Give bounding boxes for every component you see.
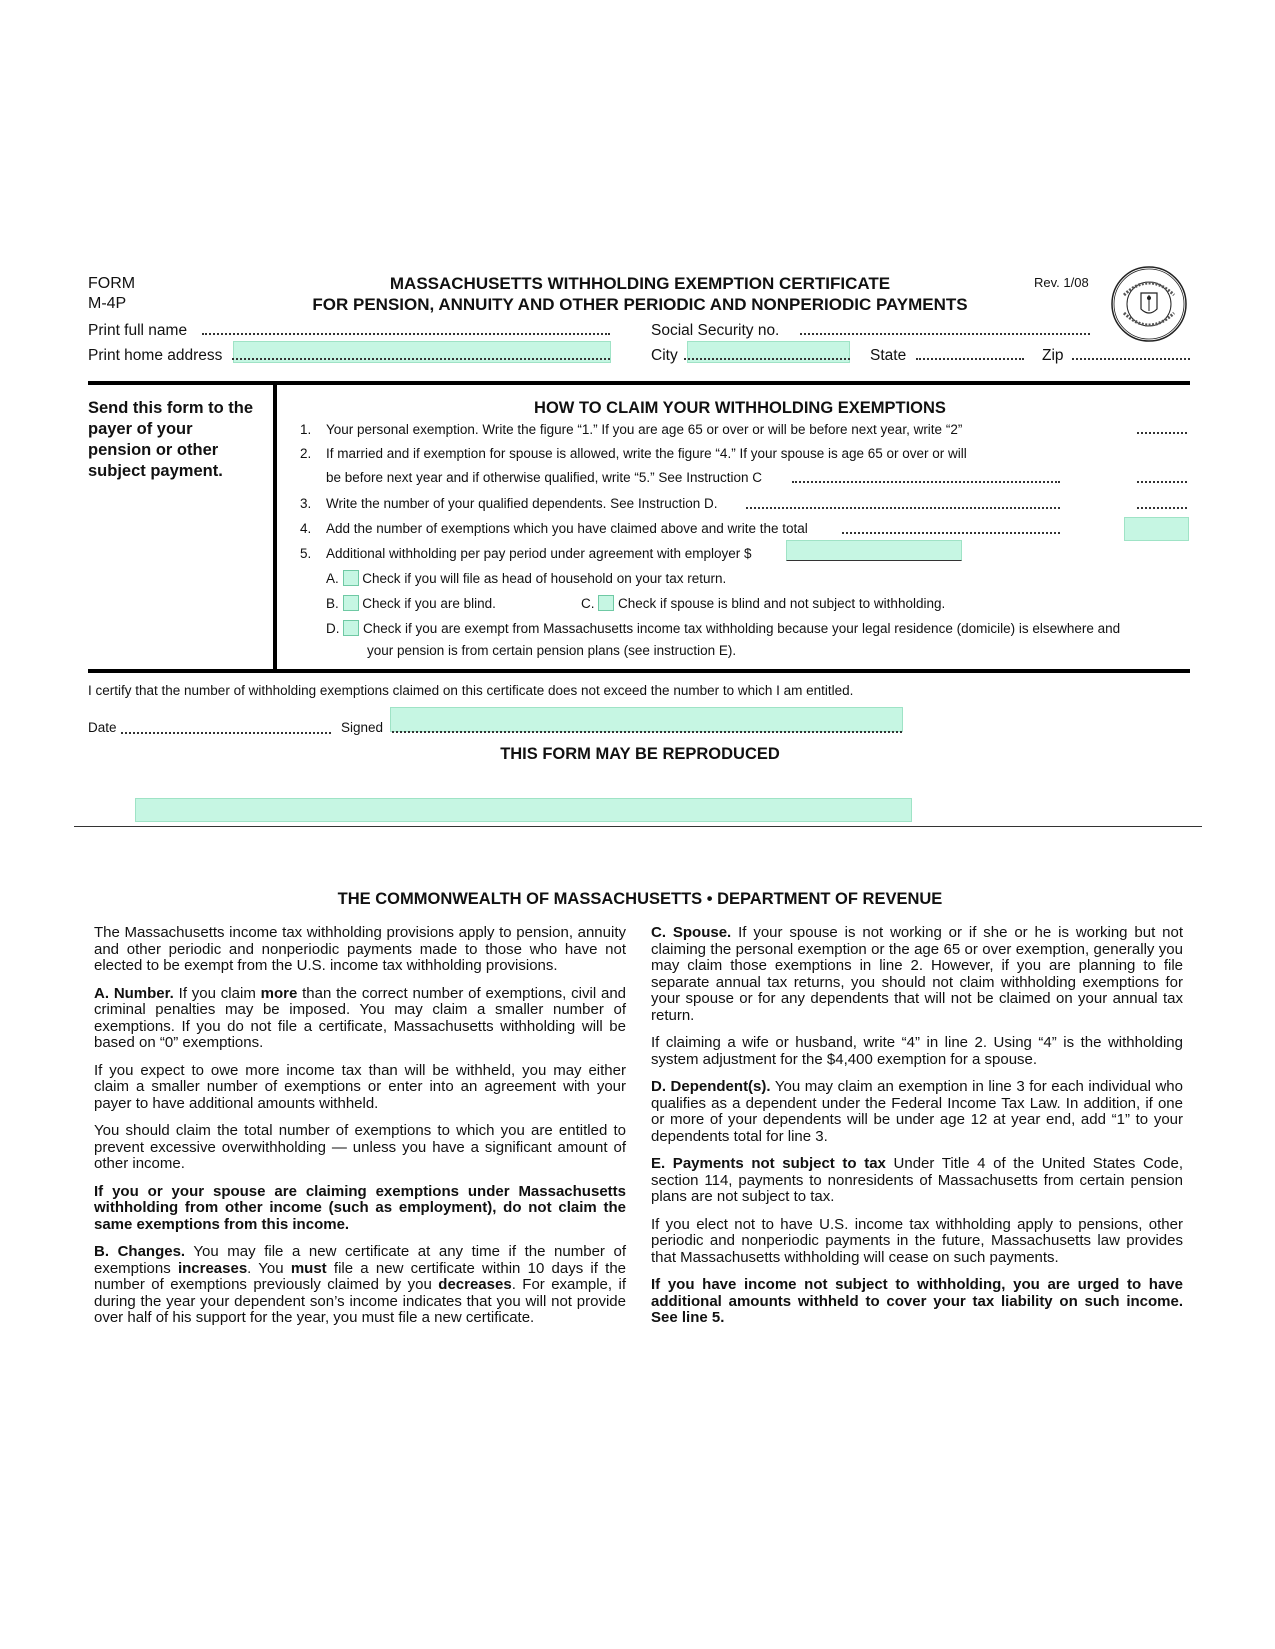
form-id	[88, 274, 135, 314]
line-2	[300, 445, 967, 463]
check-c-letter: C.	[581, 596, 595, 611]
changes-text-2: . You	[247, 1259, 291, 1277]
certify-statement: I certify that the number of withholding exemptions claimed on this certificate does not exceed the number to which I am entitled.	[88, 683, 854, 698]
elect-paragraph: If you elect not to have U.S. income tax withholding apply to pensions, other periodic and nonperiodic payments in the future, Massachusetts law provides that Massachusetts withholding will cease on such payments.	[651, 1215, 1183, 1266]
claim-heading: HOW TO CLAIM YOUR WITHHOLDING EXEMPTIONS	[534, 399, 946, 417]
line-5	[300, 545, 752, 563]
address-label: Print home address	[88, 347, 223, 364]
instructions-left-column	[94, 925, 626, 1338]
line-2-entry[interactable]	[1137, 481, 1187, 483]
line-4-total-field[interactable]	[1124, 517, 1189, 541]
line-4-text: Add the number of exemptions which you have claimed above and write the total	[326, 521, 808, 536]
wife-husband-paragraph: If claiming a wife or husband, write “4” in line 2. Using “4” is the withholding system adjustment for the $4,400 exemption for a spouse.	[651, 1034, 1183, 1068]
line-5-number: 5.	[300, 546, 312, 561]
signed-label: Signed	[341, 720, 384, 735]
reproduce-note: THIS FORM MAY BE REPRODUCED	[500, 745, 780, 763]
massachusetts-dor-seal-icon	[1110, 265, 1188, 343]
form-label: FORM	[88, 275, 136, 292]
spouse-paragraph	[651, 925, 1183, 1024]
check-c-text: Check if spouse is blind and not subject to withholding.	[618, 596, 946, 611]
check-b-letter: B.	[326, 596, 339, 611]
exempt-checkbox[interactable]	[343, 620, 359, 636]
date-label: Date	[88, 720, 117, 735]
blank-fill-area[interactable]	[135, 798, 912, 822]
line-1-number: 1.	[300, 422, 312, 437]
signature-dots	[392, 731, 902, 733]
revision-date: Rev. 1/08	[1034, 275, 1089, 290]
line-2-number: 2.	[300, 446, 312, 461]
intro-paragraph: The Massachusetts income tax withholding provisions apply to pension, annuity and other periodic and nonperiodic payments made to those who have not elected to be exempt from the U.S. income tax withholding provisions.	[94, 924, 626, 974]
check-c-row	[581, 595, 945, 613]
cut-line	[74, 826, 1202, 827]
instructions-right-column	[651, 925, 1183, 1338]
check-a-letter: A.	[326, 571, 339, 586]
payments-paragraph	[651, 1156, 1183, 1206]
check-d-row	[326, 620, 1120, 638]
line-3-dots	[746, 507, 1060, 509]
changes-text-4: . For example, if during the year your dependent son’s income indicates that you will not provide over half of his support for the year, you must file a new certificate.	[94, 1276, 626, 1326]
line-1-entry[interactable]	[1137, 432, 1187, 434]
spouse-text: If your spouse is not working or if she or he is working but not claiming the personal exemption or the age 65 or over exemption, generally you may claim those exemptions in line 2. However, if you are planning to file separate annual tax returns, you should not claim withholding exemptions for your spouse or for any dependents that will not be claimed on your annual tax return.	[651, 924, 1183, 1024]
ssn-label: Social Security no.	[651, 322, 780, 339]
number-title: A. Number.	[94, 984, 174, 1002]
payments-title: E. Payments not subject to tax	[651, 1155, 886, 1172]
check-d-text-2: your pension is from certain pension plans (see instruction E).	[367, 643, 737, 658]
dependents-title: D. Dependent(s).	[651, 1078, 771, 1095]
state-field[interactable]	[916, 358, 1024, 360]
top-rule	[88, 381, 1190, 385]
date-field[interactable]	[121, 732, 331, 734]
zip-label: Zip	[1042, 347, 1064, 364]
city-label: City	[651, 347, 678, 364]
check-a-row	[326, 570, 726, 588]
check-d-letter: D.	[326, 621, 340, 636]
changes-title: B. Changes.	[94, 1243, 186, 1260]
head-of-household-checkbox[interactable]	[343, 570, 359, 586]
number-text-2: than the correct number of exemptions, civil and criminal penalties may be imposed. You may claim a smaller number of exemptions. If you do not file a certificate, Massachusetts withholding will be based on “0” exemptions.	[94, 984, 627, 1051]
city-dots	[684, 358, 850, 360]
payments-text: Under Title 4 of the United States Code, section 114, payments to nonresidents of Massachusetts from certain pension plans are not subject to tax.	[651, 1155, 1183, 1205]
zip-field[interactable]	[1072, 358, 1190, 360]
total-paragraph: You should claim the total number of exemptions to which you are entitled to prevent excessive overwithholding — unless you have a significant amount of other income.	[94, 1122, 626, 1172]
line-3	[300, 495, 717, 513]
changes-text-3: file a new certificate within 10 days if the number of exemptions previously claimed by you	[94, 1259, 627, 1293]
urge-paragraph: If you have income not subject to withholding, you are urged to have additional amounts withheld to cover your tax liability on such income. See line 5.	[651, 1276, 1183, 1326]
spouse-title: C. Spouse.	[651, 924, 732, 941]
line-4	[300, 520, 808, 538]
number-text-1: If you claim	[173, 984, 261, 1002]
dependents-paragraph	[651, 1079, 1183, 1145]
signature-field[interactable]	[390, 707, 903, 732]
full-name-field[interactable]	[202, 333, 610, 335]
spouse-warning-paragraph: If you or your spouse are claiming exemptions under Massachusetts withholding from other income (such as employment), do not claim the same exemptions from this income.	[94, 1182, 626, 1233]
check-b-row	[326, 595, 496, 613]
line-2-dots	[792, 481, 1060, 483]
send-instruction: Send this form to the payer of your pension or other subject payment.	[88, 399, 253, 480]
form-title-line1: MASSACHUSETTS WITHHOLDING EXEMPTION CERTIFICATE	[389, 274, 891, 293]
dependents-text: You may claim an exemption in line 3 for each individual who qualifies as a dependent under the Federal Income Tax Law. In addition, if one or more of your dependents will be under age 12 at year end, add “1” to your dependents total for line 3.	[651, 1078, 1183, 1145]
line-1	[300, 421, 962, 439]
changes-paragraph	[94, 1244, 626, 1327]
line-1-text: Your personal exemption. Write the figure “1.” If you are age 65 or over or will be before next year, write “2”	[326, 422, 963, 437]
spouse-blind-checkbox[interactable]	[598, 595, 614, 611]
line-4-number: 4.	[300, 521, 312, 536]
check-b-text: Check if you are blind.	[362, 596, 496, 611]
changes-decreases: decreases	[438, 1276, 512, 1293]
line-2-text-a: If married and if exemption for spouse is allowed, write the figure “4.” If your spouse is age 65 or over or will	[326, 446, 967, 461]
check-a-text: Check if you will file as head of household on your tax return.	[362, 571, 727, 586]
changes-increases: increases	[177, 1259, 248, 1277]
instructions-heading: THE COMMONWEALTH OF MASSACHUSETTS • DEPARTMENT OF REVENUE	[337, 890, 943, 908]
line-3-number: 3.	[300, 496, 312, 511]
number-paragraph	[94, 986, 626, 1052]
vertical-rule	[273, 381, 277, 671]
line-4-dots	[842, 532, 1060, 534]
changes-must: must	[290, 1259, 327, 1277]
bottom-rule	[88, 669, 1190, 673]
form-number: M-4P	[88, 295, 127, 312]
check-d-text: Check if you are exempt from Massachusetts income tax withholding because your legal residence (domicile) is elsewhere and	[363, 621, 1121, 636]
full-name-label: Print full name	[88, 322, 188, 339]
line-3-entry[interactable]	[1137, 507, 1187, 509]
line-3-text: Write the number of your qualified dependents. See Instruction D.	[326, 496, 718, 511]
ssn-field[interactable]	[800, 333, 1090, 335]
owe-paragraph: If you expect to owe more income tax than will be withheld, you may either claim a smaller number of exemptions or enter into an agreement with your payer to have additional amounts withheld.	[94, 1061, 626, 1112]
state-label: State	[870, 347, 907, 364]
blind-checkbox[interactable]	[343, 595, 359, 611]
additional-withholding-field[interactable]	[786, 540, 962, 561]
address-dots	[232, 358, 610, 360]
form-title-line2: FOR PENSION, ANNUITY AND OTHER PERIODIC AND NONPERIODIC PAYMENTS	[312, 295, 968, 314]
line-5-text: Additional withholding per pay period under agreement with employer $	[326, 546, 752, 561]
line-2-text-b: be before next year and if otherwise qualified, write “5.” See Instruction C	[326, 470, 762, 485]
number-more: more	[260, 984, 298, 1002]
changes-text-1: You may file a new certificate at any time if the number of exemptions	[94, 1243, 626, 1277]
